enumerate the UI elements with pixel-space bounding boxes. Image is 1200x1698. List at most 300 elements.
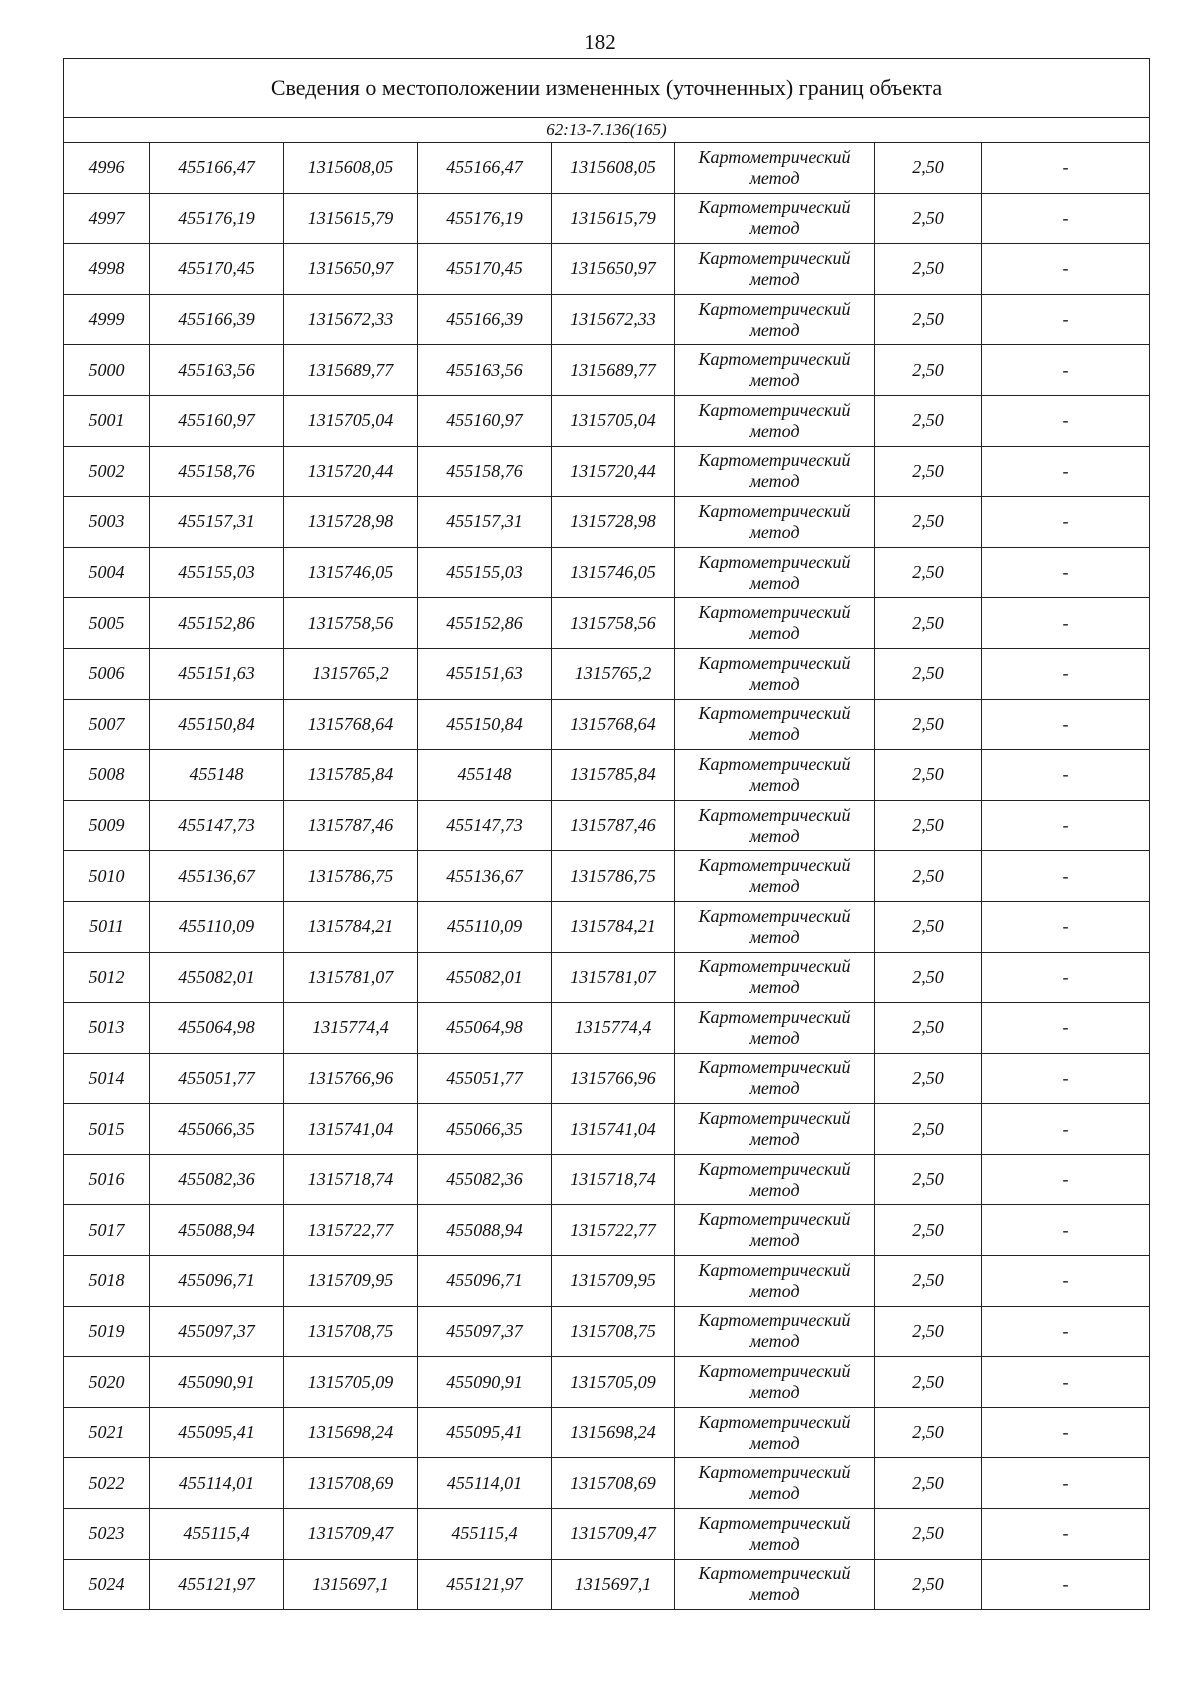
method-cell <box>675 1559 875 1610</box>
note-cell: - <box>982 750 1150 801</box>
x-new-cell: 455096,71 <box>418 1256 552 1307</box>
point-number-cell: 4999 <box>64 294 150 345</box>
y-existing-cell: 1315698,24 <box>284 1407 418 1458</box>
x-new-cell: 455082,01 <box>418 952 552 1003</box>
table-row <box>64 1357 1150 1408</box>
x-new-cell: 455115,4 <box>418 1509 552 1560</box>
table-row <box>64 345 1150 396</box>
method-line-1: Картометрический <box>698 1259 851 1280</box>
y-new-cell: 1315787,46 <box>552 800 675 851</box>
method-line-2: метод <box>749 1280 800 1301</box>
x-existing-cell: 455155,03 <box>150 547 284 598</box>
method-cell <box>675 952 875 1003</box>
method-line-2: метод <box>749 724 800 745</box>
table-row <box>64 1306 1150 1357</box>
method-line-2: метод <box>749 673 800 694</box>
accuracy-cell: 2,50 <box>875 244 982 295</box>
note-cell: - <box>982 952 1150 1003</box>
y-new-cell: 1315722,77 <box>552 1205 675 1256</box>
y-new-cell: 1315705,04 <box>552 395 675 446</box>
y-new-cell: 1315672,33 <box>552 294 675 345</box>
method-line-2: метод <box>749 876 800 897</box>
method-cell <box>675 193 875 244</box>
method-line-2: метод <box>749 167 800 188</box>
y-new-cell: 1315698,24 <box>552 1407 675 1458</box>
method-line-2: метод <box>749 1432 800 1453</box>
y-new-cell: 1315718,74 <box>552 1154 675 1205</box>
y-existing-cell: 1315705,09 <box>284 1357 418 1408</box>
table-row <box>64 1256 1150 1307</box>
y-existing-cell: 1315672,33 <box>284 294 418 345</box>
table-title-row <box>64 59 1150 118</box>
note-cell: - <box>982 446 1150 497</box>
point-number-cell: 5016 <box>64 1154 150 1205</box>
x-existing-cell: 455166,47 <box>150 143 284 194</box>
accuracy-cell: 2,50 <box>875 547 982 598</box>
y-new-cell: 1315709,47 <box>552 1509 675 1560</box>
x-existing-cell: 455064,98 <box>150 1003 284 1054</box>
x-existing-cell: 455110,09 <box>150 901 284 952</box>
x-existing-cell: 455176,19 <box>150 193 284 244</box>
y-new-cell: 1315768,64 <box>552 699 675 750</box>
point-number-cell: 5021 <box>64 1407 150 1458</box>
point-number-cell: 4996 <box>64 143 150 194</box>
accuracy-cell: 2,50 <box>875 1509 982 1560</box>
y-existing-cell: 1315741,04 <box>284 1104 418 1155</box>
x-existing-cell: 455160,97 <box>150 395 284 446</box>
method-line-2: метод <box>749 774 800 795</box>
note-cell: - <box>982 1205 1150 1256</box>
note-cell: - <box>982 851 1150 902</box>
x-existing-cell: 455114,01 <box>150 1458 284 1509</box>
method-line-1: Картометрический <box>698 703 851 724</box>
method-line-1: Картометрический <box>698 1310 851 1331</box>
method-line-2: метод <box>749 1078 800 1099</box>
x-new-cell: 455066,35 <box>418 1104 552 1155</box>
y-existing-cell: 1315758,56 <box>284 598 418 649</box>
point-number-cell: 5023 <box>64 1509 150 1560</box>
note-cell: - <box>982 1306 1150 1357</box>
x-existing-cell: 455148 <box>150 750 284 801</box>
y-new-cell: 1315689,77 <box>552 345 675 396</box>
method-cell <box>675 294 875 345</box>
accuracy-cell: 2,50 <box>875 446 982 497</box>
note-cell: - <box>982 395 1150 446</box>
y-existing-cell: 1315709,47 <box>284 1509 418 1560</box>
method-line-2: метод <box>749 1179 800 1200</box>
method-cell <box>675 1053 875 1104</box>
y-existing-cell: 1315709,95 <box>284 1256 418 1307</box>
x-new-cell: 455176,19 <box>418 193 552 244</box>
x-existing-cell: 455152,86 <box>150 598 284 649</box>
method-line-2: метод <box>749 1382 800 1403</box>
table-row <box>64 800 1150 851</box>
note-cell: - <box>982 193 1150 244</box>
note-cell: - <box>982 1256 1150 1307</box>
method-line-2: метод <box>749 1584 800 1605</box>
note-cell: - <box>982 648 1150 699</box>
x-new-cell: 455170,45 <box>418 244 552 295</box>
method-cell <box>675 143 875 194</box>
boundary-table <box>63 58 1150 1610</box>
x-existing-cell: 455097,37 <box>150 1306 284 1357</box>
point-number-cell: 5001 <box>64 395 150 446</box>
method-line-2: метод <box>749 420 800 441</box>
x-new-cell: 455088,94 <box>418 1205 552 1256</box>
x-existing-cell: 455163,56 <box>150 345 284 396</box>
accuracy-cell: 2,50 <box>875 952 982 1003</box>
y-existing-cell: 1315650,97 <box>284 244 418 295</box>
x-new-cell: 455121,97 <box>418 1559 552 1610</box>
table-row <box>64 1458 1150 1509</box>
method-cell <box>675 1306 875 1357</box>
table-row <box>64 901 1150 952</box>
table-row <box>64 750 1150 801</box>
accuracy-cell: 2,50 <box>875 1154 982 1205</box>
table-row <box>64 143 1150 194</box>
note-cell: - <box>982 1053 1150 1104</box>
y-new-cell: 1315728,98 <box>552 497 675 548</box>
point-number-cell: 5008 <box>64 750 150 801</box>
y-new-cell: 1315786,75 <box>552 851 675 902</box>
y-existing-cell: 1315708,75 <box>284 1306 418 1357</box>
method-line-1: Картометрический <box>698 1057 851 1078</box>
accuracy-cell: 2,50 <box>875 1205 982 1256</box>
note-cell: - <box>982 1559 1150 1610</box>
method-line-1: Картометрический <box>698 602 851 623</box>
method-line-1: Картометрический <box>698 753 851 774</box>
y-new-cell: 1315708,75 <box>552 1306 675 1357</box>
y-existing-cell: 1315746,05 <box>284 547 418 598</box>
note-cell: - <box>982 1357 1150 1408</box>
note-cell: - <box>982 345 1150 396</box>
method-cell <box>675 1357 875 1408</box>
method-line-2: метод <box>749 1533 800 1554</box>
method-line-2: метод <box>749 926 800 947</box>
x-new-cell: 455082,36 <box>418 1154 552 1205</box>
y-existing-cell: 1315785,84 <box>284 750 418 801</box>
x-existing-cell: 455136,67 <box>150 851 284 902</box>
point-number-cell: 5005 <box>64 598 150 649</box>
object-id-row <box>64 118 1150 143</box>
x-new-cell: 455166,47 <box>418 143 552 194</box>
point-number-cell: 5012 <box>64 952 150 1003</box>
x-existing-cell: 455082,01 <box>150 952 284 1003</box>
method-line-1: Картометрический <box>698 1563 851 1584</box>
method-line-1: Картометрический <box>698 1411 851 1432</box>
x-existing-cell: 455158,76 <box>150 446 284 497</box>
point-number-cell: 5003 <box>64 497 150 548</box>
method-line-2: метод <box>749 623 800 644</box>
table-row <box>64 446 1150 497</box>
method-line-1: Картометрический <box>698 146 851 167</box>
x-new-cell: 455160,97 <box>418 395 552 446</box>
method-line-1: Картометрический <box>698 500 851 521</box>
table-row <box>64 1559 1150 1610</box>
y-new-cell: 1315774,4 <box>552 1003 675 1054</box>
point-number-cell: 5009 <box>64 800 150 851</box>
object-id: 62:13-7.136(165) <box>64 118 1150 143</box>
x-new-cell: 455064,98 <box>418 1003 552 1054</box>
y-new-cell: 1315650,97 <box>552 244 675 295</box>
method-line-1: Картометрический <box>698 855 851 876</box>
y-existing-cell: 1315722,77 <box>284 1205 418 1256</box>
method-line-1: Картометрический <box>698 1158 851 1179</box>
y-existing-cell: 1315697,1 <box>284 1559 418 1610</box>
x-new-cell: 455147,73 <box>418 800 552 851</box>
method-cell <box>675 547 875 598</box>
method-cell <box>675 901 875 952</box>
y-existing-cell: 1315781,07 <box>284 952 418 1003</box>
note-cell: - <box>982 800 1150 851</box>
accuracy-cell: 2,50 <box>875 901 982 952</box>
x-existing-cell: 455096,71 <box>150 1256 284 1307</box>
accuracy-cell: 2,50 <box>875 750 982 801</box>
method-line-1: Картометрический <box>698 1512 851 1533</box>
method-line-2: метод <box>749 977 800 998</box>
method-cell <box>675 648 875 699</box>
method-cell <box>675 395 875 446</box>
y-existing-cell: 1315708,69 <box>284 1458 418 1509</box>
x-existing-cell: 455150,84 <box>150 699 284 750</box>
y-existing-cell: 1315705,04 <box>284 395 418 446</box>
table-row <box>64 1509 1150 1560</box>
y-existing-cell: 1315728,98 <box>284 497 418 548</box>
y-existing-cell: 1315718,74 <box>284 1154 418 1205</box>
table-row <box>64 497 1150 548</box>
y-existing-cell: 1315765,2 <box>284 648 418 699</box>
accuracy-cell: 2,50 <box>875 1003 982 1054</box>
accuracy-cell: 2,50 <box>875 294 982 345</box>
table-row <box>64 244 1150 295</box>
table-row <box>64 294 1150 345</box>
table-row <box>64 1053 1150 1104</box>
accuracy-cell: 2,50 <box>875 497 982 548</box>
x-new-cell: 455114,01 <box>418 1458 552 1509</box>
method-line-1: Картометрический <box>698 349 851 370</box>
note-cell: - <box>982 1003 1150 1054</box>
table-row <box>64 1407 1150 1458</box>
accuracy-cell: 2,50 <box>875 345 982 396</box>
method-line-1: Картометрический <box>698 1006 851 1027</box>
y-new-cell: 1315741,04 <box>552 1104 675 1155</box>
point-number-cell: 5014 <box>64 1053 150 1104</box>
accuracy-cell: 2,50 <box>875 699 982 750</box>
x-existing-cell: 455157,31 <box>150 497 284 548</box>
point-number-cell: 5017 <box>64 1205 150 1256</box>
method-line-2: метод <box>749 521 800 542</box>
method-line-1: Картометрический <box>698 197 851 218</box>
method-cell <box>675 750 875 801</box>
note-cell: - <box>982 497 1150 548</box>
method-line-2: метод <box>749 471 800 492</box>
table-title: Сведения о местоположении измененных (уточненных) границ объекта <box>64 59 1150 118</box>
y-new-cell: 1315784,21 <box>552 901 675 952</box>
x-new-cell: 455136,67 <box>418 851 552 902</box>
y-new-cell: 1315785,84 <box>552 750 675 801</box>
accuracy-cell: 2,50 <box>875 648 982 699</box>
point-number-cell: 5010 <box>64 851 150 902</box>
y-new-cell: 1315615,79 <box>552 193 675 244</box>
x-existing-cell: 455095,41 <box>150 1407 284 1458</box>
y-new-cell: 1315608,05 <box>552 143 675 194</box>
x-new-cell: 455148 <box>418 750 552 801</box>
method-line-2: метод <box>749 1129 800 1150</box>
method-cell <box>675 1407 875 1458</box>
method-line-1: Картометрический <box>698 956 851 977</box>
accuracy-cell: 2,50 <box>875 598 982 649</box>
x-existing-cell: 455066,35 <box>150 1104 284 1155</box>
y-existing-cell: 1315615,79 <box>284 193 418 244</box>
accuracy-cell: 2,50 <box>875 851 982 902</box>
x-existing-cell: 455147,73 <box>150 800 284 851</box>
point-number-cell: 5019 <box>64 1306 150 1357</box>
y-new-cell: 1315766,96 <box>552 1053 675 1104</box>
method-line-2: метод <box>749 572 800 593</box>
table-row <box>64 193 1150 244</box>
note-cell: - <box>982 901 1150 952</box>
table-row <box>64 547 1150 598</box>
point-number-cell: 4997 <box>64 193 150 244</box>
table-row <box>64 1104 1150 1155</box>
x-existing-cell: 455090,91 <box>150 1357 284 1408</box>
method-line-1: Картометрический <box>698 298 851 319</box>
point-number-cell: 5011 <box>64 901 150 952</box>
method-line-1: Картометрический <box>698 1209 851 1230</box>
x-existing-cell: 455115,4 <box>150 1509 284 1560</box>
method-cell <box>675 1509 875 1560</box>
method-cell <box>675 699 875 750</box>
method-cell <box>675 1003 875 1054</box>
y-existing-cell: 1315774,4 <box>284 1003 418 1054</box>
table-row <box>64 1205 1150 1256</box>
method-cell <box>675 1256 875 1307</box>
point-number-cell: 5013 <box>64 1003 150 1054</box>
point-number-cell: 5006 <box>64 648 150 699</box>
method-cell <box>675 244 875 295</box>
method-line-1: Картометрический <box>698 905 851 926</box>
accuracy-cell: 2,50 <box>875 1407 982 1458</box>
table-row <box>64 648 1150 699</box>
method-line-1: Картометрический <box>698 450 851 471</box>
note-cell: - <box>982 547 1150 598</box>
point-number-cell: 5007 <box>64 699 150 750</box>
accuracy-cell: 2,50 <box>875 1053 982 1104</box>
table-row <box>64 851 1150 902</box>
accuracy-cell: 2,50 <box>875 193 982 244</box>
point-number-cell: 4998 <box>64 244 150 295</box>
point-number-cell: 5018 <box>64 1256 150 1307</box>
table-row <box>64 952 1150 1003</box>
method-cell <box>675 851 875 902</box>
note-cell: - <box>982 244 1150 295</box>
point-number-cell: 5020 <box>64 1357 150 1408</box>
x-new-cell: 455163,56 <box>418 345 552 396</box>
method-line-2: метод <box>749 218 800 239</box>
x-new-cell: 455152,86 <box>418 598 552 649</box>
x-new-cell: 455097,37 <box>418 1306 552 1357</box>
x-existing-cell: 455166,39 <box>150 294 284 345</box>
x-existing-cell: 455151,63 <box>150 648 284 699</box>
point-number-cell: 5004 <box>64 547 150 598</box>
method-line-1: Картометрический <box>698 1462 851 1483</box>
accuracy-cell: 2,50 <box>875 395 982 446</box>
x-new-cell: 455155,03 <box>418 547 552 598</box>
note-cell: - <box>982 143 1150 194</box>
point-number-cell: 5024 <box>64 1559 150 1610</box>
y-new-cell: 1315758,56 <box>552 598 675 649</box>
method-line-2: метод <box>749 319 800 340</box>
note-cell: - <box>982 1104 1150 1155</box>
x-new-cell: 455158,76 <box>418 446 552 497</box>
note-cell: - <box>982 1458 1150 1509</box>
y-existing-cell: 1315768,64 <box>284 699 418 750</box>
method-line-1: Картометрический <box>698 247 851 268</box>
y-existing-cell: 1315787,46 <box>284 800 418 851</box>
method-cell <box>675 800 875 851</box>
x-new-cell: 455166,39 <box>418 294 552 345</box>
accuracy-cell: 2,50 <box>875 1458 982 1509</box>
x-new-cell: 455151,63 <box>418 648 552 699</box>
method-cell <box>675 446 875 497</box>
point-number-cell: 5022 <box>64 1458 150 1509</box>
method-line-1: Картометрический <box>698 551 851 572</box>
y-existing-cell: 1315689,77 <box>284 345 418 396</box>
method-line-2: метод <box>749 1483 800 1504</box>
table-row <box>64 598 1150 649</box>
x-new-cell: 455110,09 <box>418 901 552 952</box>
method-cell <box>675 598 875 649</box>
y-new-cell: 1315705,09 <box>552 1357 675 1408</box>
table-row <box>64 1003 1150 1054</box>
x-existing-cell: 455082,36 <box>150 1154 284 1205</box>
table-row <box>64 1154 1150 1205</box>
table-row <box>64 699 1150 750</box>
y-new-cell: 1315708,69 <box>552 1458 675 1509</box>
y-existing-cell: 1315786,75 <box>284 851 418 902</box>
y-existing-cell: 1315720,44 <box>284 446 418 497</box>
point-number-cell: 5000 <box>64 345 150 396</box>
y-new-cell: 1315765,2 <box>552 648 675 699</box>
x-new-cell: 455150,84 <box>418 699 552 750</box>
x-new-cell: 455051,77 <box>418 1053 552 1104</box>
method-cell <box>675 345 875 396</box>
method-cell <box>675 1458 875 1509</box>
x-existing-cell: 455051,77 <box>150 1053 284 1104</box>
method-cell <box>675 1104 875 1155</box>
method-line-1: Картометрический <box>698 1108 851 1129</box>
accuracy-cell: 2,50 <box>875 1357 982 1408</box>
method-line-1: Картометрический <box>698 804 851 825</box>
x-new-cell: 455157,31 <box>418 497 552 548</box>
method-cell <box>675 1205 875 1256</box>
method-line-1: Картометрический <box>698 1361 851 1382</box>
table-row <box>64 395 1150 446</box>
point-number-cell: 5002 <box>64 446 150 497</box>
point-number-cell: 5015 <box>64 1104 150 1155</box>
x-existing-cell: 455121,97 <box>150 1559 284 1610</box>
accuracy-cell: 2,50 <box>875 800 982 851</box>
method-cell <box>675 497 875 548</box>
note-cell: - <box>982 1154 1150 1205</box>
method-line-2: метод <box>749 268 800 289</box>
method-line-1: Картометрический <box>698 652 851 673</box>
accuracy-cell: 2,50 <box>875 143 982 194</box>
y-existing-cell: 1315784,21 <box>284 901 418 952</box>
accuracy-cell: 2,50 <box>875 1256 982 1307</box>
note-cell: - <box>982 598 1150 649</box>
note-cell: - <box>982 294 1150 345</box>
